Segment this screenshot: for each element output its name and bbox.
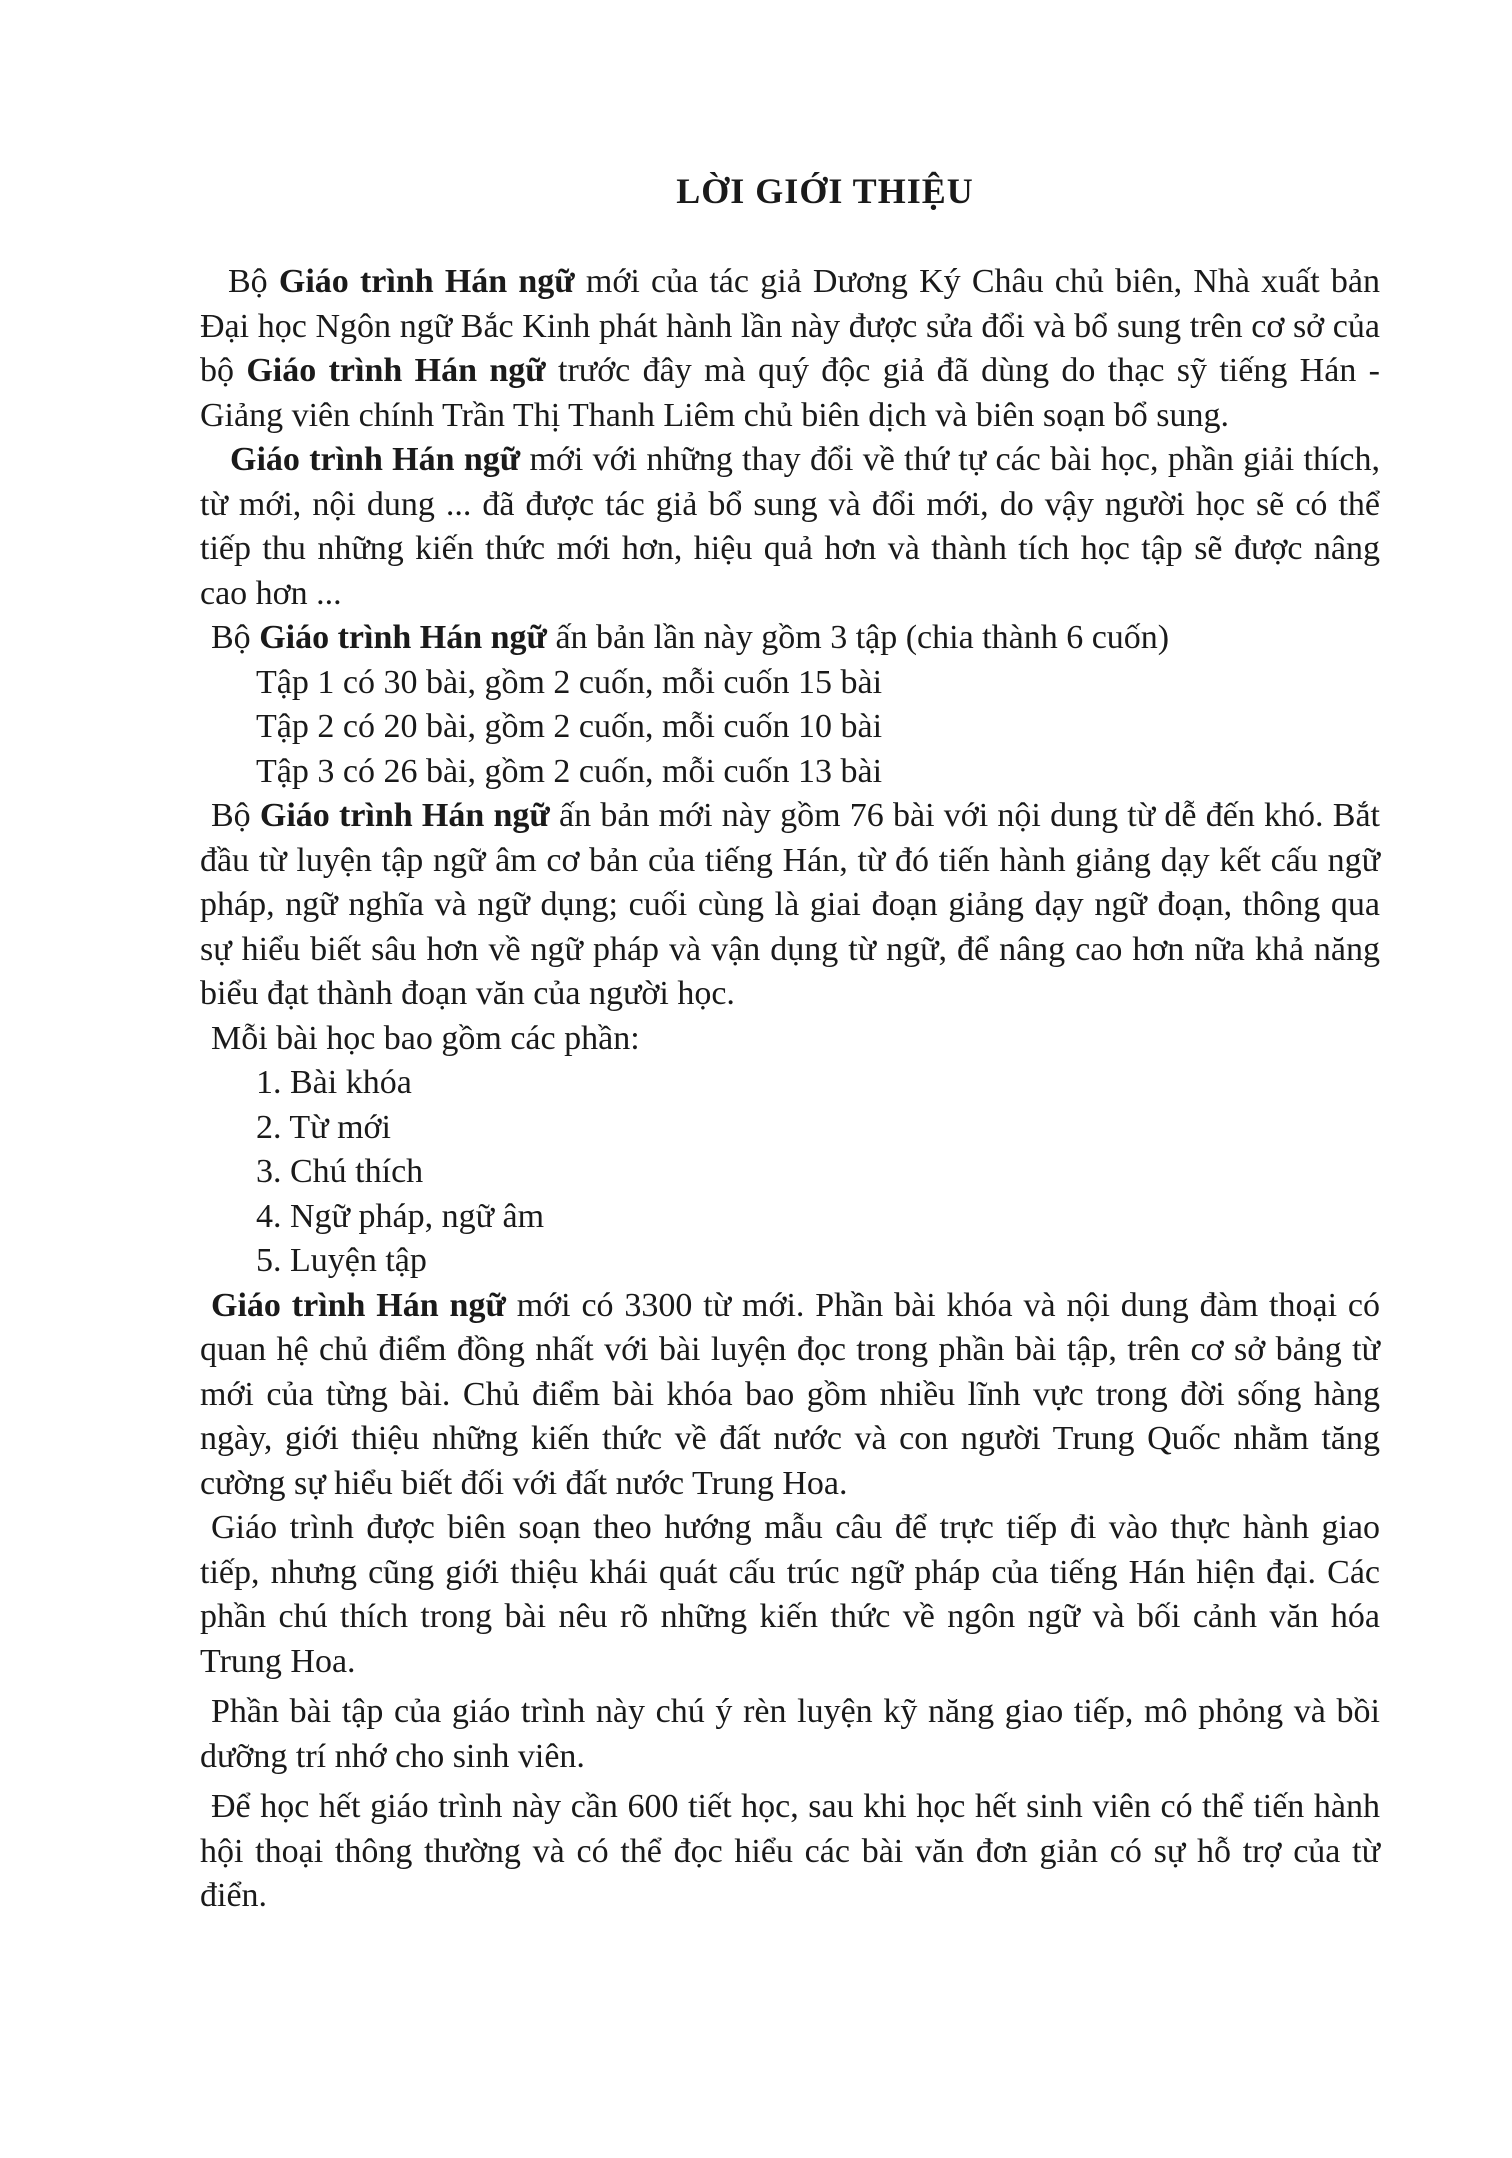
book-name: Giáo trình Hán ngữ xyxy=(246,352,546,389)
paragraph-duration: Để học hết giáo trình này cần 600 tiết học, sau khi học hết sinh viên có thể tiến hành hội thoại thông thường và có thể đọc hiểu các bài văn đơn giản có sự hỗ trợ của từ điển. xyxy=(200,1788,1380,1914)
lesson-part-item: 3. Chú thích xyxy=(256,1153,424,1190)
lesson-part-item: 1. Bài khóa xyxy=(256,1064,412,1101)
paragraph-exercises: Phần bài tập của giáo trình này chú ý rèn luyện kỹ năng giao tiếp, mô phỏng và bồi dưỡng trí nhớ cho sinh viên. xyxy=(200,1693,1380,1775)
book-name: Giáo trình Hán ngữ xyxy=(259,619,547,656)
lesson-part-item: 4. Ngữ pháp, ngữ âm xyxy=(256,1197,545,1235)
paragraph-intro: Bộ Giáo trình Hán ngữ mới của tác giả Dương Ký Châu chủ biên, Nhà xuất bản Đại học Ngôn ngữ Bắc Kinh phát hành lần này được sửa đổi và bổ sung trên cơ sở của bộ Giáo trình Hán ngữ trước đây mà quý độc giả đã dùng do thạc sỹ tiếng Hán - Giảng viên chính Trần Thị Thanh Liêm chủ biên dịch và biên soạn bổ sung. xyxy=(200,263,1380,434)
paragraph-parts-intro: Mỗi bài học bao gồm các phần: xyxy=(211,1019,640,1057)
book-name: Giáo trình Hán ngữ xyxy=(278,263,575,300)
paragraph-vocabulary: Giáo trình Hán ngữ mới có 3300 từ mới. Phần bài khóa và nội dung đàm thoại có quan hệ chủ điểm đồng nhất với bài luyện đọc trong phần bài tập, trên cơ sở bảng từ mới của từng bài. Chủ điểm bài khóa bao gồm nhiều lĩnh vực trong đời sống hàng ngày, giới thiệu những kiến thức về đất nước và con người Trung Quốc nhằm tăng cường sự hiểu biết đối với đất nước Trung Hoa. xyxy=(200,1286,1380,1502)
volume-item: Tập 3 có 26 bài, gồm 2 cuốn, mỗi cuốn 13 bài xyxy=(256,752,883,790)
book-name: Giáo trình Hán ngữ xyxy=(211,1286,506,1324)
volume-item: Tập 1 có 30 bài, gồm 2 cuốn, mỗi cuốn 15 bài xyxy=(256,663,883,701)
paragraph-method: Giáo trình được biên soạn theo hướng mẫu câu để trực tiếp đi vào thực hành giao tiếp, nhưng cũng giới thiệu khái quát cấu trúc ngữ pháp của tiếng Hán hiện đại. Các phần chú thích trong bài nêu rõ những kiến thức về ngôn ngữ và bối cảnh văn hóa Trung Hoa. xyxy=(200,1509,1380,1680)
paragraph-changes: Giáo trình Hán ngữ mới với những thay đổi về thứ tự các bài học, phần giải thích, từ mới, nội dung ... đã được tác giả bổ sung và đổi mới, do vậy người học sẽ có thể tiếp thu những kiến thức mới hơn, hiệu quả hơn và thành tích học tập sẽ được nâng cao hơn ... xyxy=(200,441,1380,612)
page-title: LỜI GIỚI THIỆU xyxy=(676,171,974,211)
paragraph-edition: Bộ Giáo trình Hán ngữ ấn bản lần này gồm 3 tập (chia thành 6 cuốn) xyxy=(211,619,1170,656)
body-text xyxy=(200,260,1380,1919)
paragraph-structure: Bộ Giáo trình Hán ngữ ấn bản mới này gồm 76 bài với nội dung từ dễ đến khó. Bắt đầu từ luyện tập ngữ âm cơ bản của tiếng Hán, từ đó tiến hành giảng dạy kết cấu ngữ pháp, ngữ nghĩa và ngữ dụng; cuối cùng là giai đoạn giảng dạy ngữ đoạn, thông qua sự hiểu biết sâu hơn về ngữ pháp và vận dụng từ ngữ, để nâng cao hơn nữa khả năng biểu đạt thành đoạn văn của người học. xyxy=(200,797,1380,1012)
lesson-part-item: 2. Từ mới xyxy=(256,1108,391,1146)
book-name: Giáo trình Hán ngữ xyxy=(259,797,550,834)
book-name: Giáo trình Hán ngữ xyxy=(230,441,521,478)
lesson-part-item: 5. Luyện tập xyxy=(256,1242,427,1279)
document-page xyxy=(200,170,1380,1919)
volume-item: Tập 2 có 20 bài, gồm 2 cuốn, mỗi cuốn 10 bài xyxy=(256,708,883,745)
